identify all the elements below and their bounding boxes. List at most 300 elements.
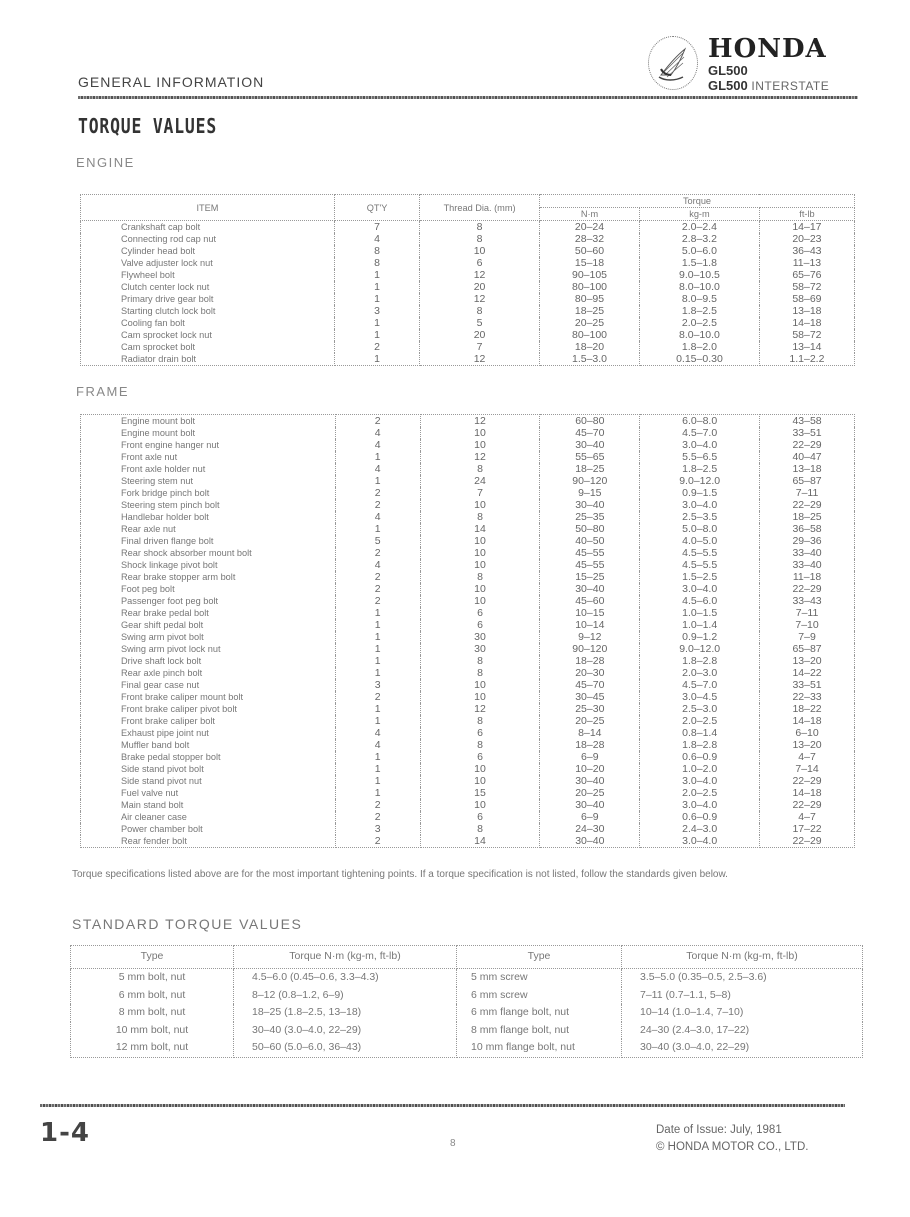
col-ftlb: ft-lb [759,208,854,221]
table-row [81,523,855,535]
cell-nm: 30–40 [540,835,640,848]
col-thread: Thread Dia. (mm) [420,195,540,221]
std-cell-type: 8 mm flange bolt, nut [457,1022,622,1040]
cell-nm: 30–40 [540,439,640,451]
cell-qty: 1 [335,523,420,535]
page-title: TORQUE VALUES [78,114,218,138]
cell-kgm: 1.8–2.0 [640,341,760,353]
cell-thread: 6 [420,607,540,619]
std-col-torque-left: Torque N·m (kg-m, ft-lb) [234,946,457,969]
cell-kgm: 3.0–4.0 [640,583,760,595]
table-row [81,221,855,234]
cell-qty: 2 [335,583,420,595]
cell-qty: 2 [335,499,420,511]
cell-ftlb: 18–25 [760,511,855,523]
cell-item: Rear fender bolt [81,835,336,848]
cell-thread: 24 [420,475,540,487]
cell-thread: 12 [420,703,540,715]
std-cell-type: 8 mm bolt, nut [71,1004,234,1022]
cell-nm: 80–100 [540,329,640,341]
model-code: GL500 [708,78,748,93]
cell-nm: 9–15 [540,487,640,499]
cell-nm: 45–60 [540,595,640,607]
cell-ftlb: 14–18 [760,787,855,799]
cell-qty: 1 [335,703,420,715]
cell-item: Front engine hanger nut [81,439,336,451]
cell-qty: 1 [335,751,420,763]
cell-nm: 8–14 [540,727,640,739]
cell-kgm: 4.5–7.0 [640,679,760,691]
table-row [81,281,855,293]
cell-kgm: 1.8–2.8 [640,655,760,667]
cell-thread: 10 [420,799,540,811]
cell-item: Steering stem nut [81,475,336,487]
cell-nm: 30–40 [540,799,640,811]
cell-ftlb: 11–18 [760,571,855,583]
cell-qty: 1 [334,317,419,329]
cell-ftlb: 65–76 [759,269,854,281]
cell-kgm: 3.0–4.0 [640,439,760,451]
cell-ftlb: 14–18 [760,715,855,727]
std-cell-type: 6 mm flange bolt, nut [457,1004,622,1022]
cell-qty: 7 [334,221,419,234]
table-row [71,1039,863,1057]
col-qty: QT'Y [334,195,419,221]
std-cell-type: 5 mm screw [457,969,622,987]
cell-ftlb: 14–22 [760,667,855,679]
cell-ftlb: 13–20 [760,739,855,751]
cell-qty: 1 [335,715,420,727]
cell-qty: 1 [335,655,420,667]
cell-ftlb: 7–9 [760,631,855,643]
cell-qty: 1 [334,269,419,281]
cell-nm: 15–18 [540,257,640,269]
cell-qty: 1 [335,763,420,775]
cell-thread: 14 [420,523,540,535]
cell-nm: 10–15 [540,607,640,619]
cell-ftlb: 58–69 [759,293,854,305]
cell-kgm: 8.0–10.0 [640,281,760,293]
cell-item: Valve adjuster lock nut [81,257,335,269]
cell-thread: 10 [420,547,540,559]
std-cell-torque: 10–14 (1.0–1.4, 7–10) [622,1004,863,1022]
cell-thread: 10 [420,427,540,439]
cell-ftlb: 65–87 [760,643,855,655]
std-cell-torque: 30–40 (3.0–4.0, 22–29) [622,1039,863,1057]
cell-item: Clutch center lock nut [81,281,335,293]
model-variant: INTERSTATE [751,79,830,93]
std-cell-type: 10 mm bolt, nut [71,1022,234,1040]
cell-item: Final driven flange bolt [81,535,336,547]
std-cell-torque: 7–11 (0.7–1.1, 5–8) [622,987,863,1005]
cell-ftlb: 22–29 [760,583,855,595]
cell-kgm: 2.5–3.5 [640,511,760,523]
cell-ftlb: 29–36 [760,535,855,547]
cell-kgm: 4.5–6.0 [640,595,760,607]
cell-thread: 12 [420,415,540,428]
cell-kgm: 1.8–2.5 [640,463,760,475]
honda-logo [648,36,863,96]
cell-thread: 14 [420,835,540,848]
table-row [81,353,855,366]
cell-item: Rear axle nut [81,523,336,535]
std-cell-type: 6 mm screw [457,987,622,1005]
cell-thread: 12 [420,293,540,305]
standard-torque-table [70,945,863,1058]
cell-nm: 30–40 [540,499,640,511]
cell-qty: 4 [335,511,420,523]
table-row [81,475,855,487]
cell-item: Radiator drain bolt [81,353,335,366]
cell-item: Fork bridge pinch bolt [81,487,336,499]
cell-ftlb: 43–58 [760,415,855,428]
cell-kgm: 4.5–7.0 [640,427,760,439]
cell-nm: 25–35 [540,511,640,523]
footer-divider [40,1104,845,1107]
cell-qty: 1 [334,353,419,366]
cell-thread: 10 [420,775,540,787]
cell-ftlb: 11–13 [759,257,854,269]
std-col-torque-right: Torque N·m (kg-m, ft-lb) [622,946,863,969]
cell-item: Steering stem pinch bolt [81,499,336,511]
cell-qty: 5 [335,535,420,547]
table-row [81,293,855,305]
cell-qty: 2 [335,799,420,811]
cell-qty: 2 [334,341,419,353]
cell-item: Engine mount bolt [81,415,336,428]
cell-ftlb: 13–18 [759,305,854,317]
cell-item: Shock linkage pivot bolt [81,559,336,571]
cell-item: Main stand bolt [81,799,336,811]
standard-torque-title: STANDARD TORQUE VALUES [72,916,303,932]
cell-kgm: 2.0–2.5 [640,715,760,727]
cell-item: Final gear case nut [81,679,336,691]
table-row [81,787,855,799]
cell-kgm: 2.0–2.5 [640,317,760,329]
cell-kgm: 8.0–9.5 [640,293,760,305]
cell-nm: 80–100 [540,281,640,293]
cell-qty: 1 [335,475,420,487]
std-cell-torque: 50–60 (5.0–6.0, 36–43) [234,1039,457,1057]
table-row [81,257,855,269]
table-row [81,269,855,281]
cell-kgm: 3.0–4.0 [640,499,760,511]
cell-qty: 2 [335,595,420,607]
col-kgm: kg-m [640,208,760,221]
std-cell-type: 10 mm flange bolt, nut [457,1039,622,1057]
cell-nm: 20–25 [540,787,640,799]
cell-item: Swing arm pivot bolt [81,631,336,643]
cell-item: Front brake caliper bolt [81,715,336,727]
cell-qty: 4 [334,233,419,245]
cell-nm: 1.5–3.0 [540,353,640,366]
table-row [71,1022,863,1040]
cell-item: Handlebar holder bolt [81,511,336,523]
cell-ftlb: 4–7 [760,811,855,823]
cell-qty: 4 [335,463,420,475]
table-row [81,691,855,703]
cell-thread: 10 [420,583,540,595]
col-torque: Torque [540,195,855,208]
std-cell-torque: 18–25 (1.8–2.5, 13–18) [234,1004,457,1022]
cell-kgm: 5.0–8.0 [640,523,760,535]
cell-item: Passenger foot peg bolt [81,595,336,607]
cell-nm: 20–30 [540,667,640,679]
table-row [81,667,855,679]
cell-qty: 1 [335,787,420,799]
cell-thread: 6 [420,751,540,763]
cell-kgm: 9.0–10.5 [640,269,760,281]
logo-emblem [648,36,698,90]
cell-ftlb: 1.1–2.2 [759,353,854,366]
cell-kgm: 2.0–3.0 [640,667,760,679]
table-row [81,245,855,257]
cell-ftlb: 13–20 [760,655,855,667]
cell-qty: 1 [335,643,420,655]
cell-item: Brake pedal stopper bolt [81,751,336,763]
engine-torque-table [80,194,855,366]
cell-nm: 90–105 [540,269,640,281]
cell-kgm: 2.4–3.0 [640,823,760,835]
cell-item: Front axle nut [81,451,336,463]
cell-qty: 1 [335,619,420,631]
table-row [81,427,855,439]
cell-kgm: 0.9–1.2 [640,631,760,643]
table-row [81,451,855,463]
cell-thread: 10 [420,679,540,691]
cell-thread: 10 [420,439,540,451]
cell-ftlb: 22–33 [760,691,855,703]
table-row [81,679,855,691]
cell-ftlb: 17–22 [760,823,855,835]
cell-thread: 12 [420,353,540,366]
cell-qty: 3 [335,823,420,835]
cell-item: Cylinder head bolt [81,245,335,257]
cell-item: Exhaust pipe joint nut [81,727,336,739]
cell-nm: 18–28 [540,655,640,667]
cell-ftlb: 4–7 [760,751,855,763]
cell-qty: 2 [335,835,420,848]
table-row [81,643,855,655]
cell-qty: 3 [334,305,419,317]
cell-thread: 8 [420,221,540,234]
table-row [81,233,855,245]
cell-item: Foot peg bolt [81,583,336,595]
table-row [81,415,855,428]
cell-ftlb: 33–40 [760,547,855,559]
cell-qty: 1 [334,281,419,293]
cell-ftlb: 36–43 [759,245,854,257]
cell-nm: 18–25 [540,305,640,317]
cell-nm: 30–40 [540,583,640,595]
cell-kgm: 3.0–4.0 [640,775,760,787]
table-row [81,811,855,823]
cell-qty: 2 [335,691,420,703]
cell-thread: 10 [420,595,540,607]
cell-nm: 10–14 [540,619,640,631]
cell-ftlb: 22–29 [760,799,855,811]
table-row [81,487,855,499]
cell-kgm: 1.8–2.8 [640,739,760,751]
cell-kgm: 2.0–2.5 [640,787,760,799]
cell-kgm: 1.0–1.4 [640,619,760,631]
table-row [81,703,855,715]
cell-thread: 8 [420,715,540,727]
cell-ftlb: 22–29 [760,835,855,848]
cell-qty: 4 [335,559,420,571]
cell-item: Side stand pivot bolt [81,763,336,775]
cell-kgm: 5.0–6.0 [640,245,760,257]
cell-thread: 12 [420,451,540,463]
cell-nm: 24–30 [540,823,640,835]
table-row [81,329,855,341]
cell-ftlb: 58–72 [759,329,854,341]
frame-section-title: FRAME [76,384,129,399]
engine-table-body [81,221,855,366]
cell-qty: 8 [334,245,419,257]
cell-nm: 50–80 [540,523,640,535]
cell-kgm: 0.6–0.9 [640,751,760,763]
table-row [81,631,855,643]
cell-item: Rear brake stopper arm bolt [81,571,336,583]
cell-kgm: 1.0–1.5 [640,607,760,619]
cell-nm: 90–120 [540,643,640,655]
table-row [81,511,855,523]
cell-item: Cooling fan bolt [81,317,335,329]
std-cell-torque: 8–12 (0.8–1.2, 6–9) [234,987,457,1005]
cell-nm: 6–9 [540,751,640,763]
cell-item: Primary drive gear bolt [81,293,335,305]
cell-kgm: 9.0–12.0 [640,475,760,487]
cell-thread: 10 [420,763,540,775]
cell-thread: 10 [420,245,540,257]
cell-nm: 6–9 [540,811,640,823]
cell-ftlb: 40–47 [760,451,855,463]
page-number: 1-4 [40,1118,90,1148]
model-name-interstate [708,79,829,93]
cell-kgm: 1.8–2.5 [640,305,760,317]
cell-kgm: 8.0–10.0 [640,329,760,341]
cell-thread: 12 [420,269,540,281]
cell-qty: 4 [335,427,420,439]
cell-thread: 8 [420,511,540,523]
cell-item: Crankshaft cap bolt [81,221,335,234]
std-cell-type: 5 mm bolt, nut [71,969,234,987]
cell-thread: 8 [420,233,540,245]
cell-thread: 8 [420,667,540,679]
cell-kgm: 0.6–0.9 [640,811,760,823]
cell-kgm: 3.0–4.0 [640,835,760,848]
cell-nm: 55–65 [540,451,640,463]
cell-kgm: 1.5–2.5 [640,571,760,583]
cell-qty: 4 [335,439,420,451]
cell-qty: 1 [334,293,419,305]
table-row [81,823,855,835]
table-row [81,583,855,595]
cell-nm: 30–40 [540,775,640,787]
table-row [81,317,855,329]
cell-nm: 9–12 [540,631,640,643]
table-row [81,715,855,727]
cell-ftlb: 65–87 [760,475,855,487]
cell-qty: 3 [335,679,420,691]
table-row [81,763,855,775]
cell-kgm: 5.5–6.5 [640,451,760,463]
cell-qty: 4 [335,727,420,739]
issue-info [656,1122,808,1156]
brand-name: HONDA [708,34,827,64]
cell-ftlb: 13–18 [760,463,855,475]
cell-ftlb: 7–11 [760,487,855,499]
table-row [81,305,855,317]
cell-kgm: 2.5–3.0 [640,703,760,715]
cell-qty: 1 [335,775,420,787]
cell-thread: 8 [420,823,540,835]
col-nm: N·m [540,208,640,221]
cell-thread: 7 [420,487,540,499]
cell-ftlb: 33–51 [760,427,855,439]
col-item: ITEM [81,195,335,221]
table-row [81,439,855,451]
header-divider [78,96,858,99]
cell-ftlb: 33–51 [760,679,855,691]
cell-item: Rear axle pinch bolt [81,667,336,679]
cell-thread: 30 [420,631,540,643]
cell-ftlb: 33–40 [760,559,855,571]
cell-ftlb: 20–23 [759,233,854,245]
cell-ftlb: 6–10 [760,727,855,739]
cell-item: Drive shaft lock bolt [81,655,336,667]
cell-qty: 8 [334,257,419,269]
cell-nm: 18–28 [540,739,640,751]
cell-thread: 10 [420,535,540,547]
issue-date: Date of Issue: July, 1981 [656,1124,782,1136]
cell-item: Power chamber bolt [81,823,336,835]
honda-wing-icon [657,45,691,83]
cell-thread: 6 [420,619,540,631]
table-row [81,751,855,763]
cell-qty: 1 [335,451,420,463]
page-mark: 8 [450,1138,456,1149]
cell-kgm: 2.0–2.4 [640,221,760,234]
cell-item: Engine mount bolt [81,427,336,439]
cell-qty: 2 [335,811,420,823]
cell-qty: 1 [335,667,420,679]
cell-item: Connecting rod cap nut [81,233,335,245]
cell-item: Front brake caliper mount bolt [81,691,336,703]
table-row [81,775,855,787]
cell-kgm: 4.5–5.5 [640,547,760,559]
std-col-type-left: Type [71,946,234,969]
table-row [81,535,855,547]
cell-ftlb: 22–29 [760,499,855,511]
cell-kgm: 4.0–5.0 [640,535,760,547]
cell-ftlb: 58–72 [759,281,854,293]
cell-item: Cam sprocket bolt [81,341,335,353]
copyright: © HONDA MOTOR CO., LTD. [656,1141,809,1153]
cell-thread: 6 [420,727,540,739]
cell-nm: 28–32 [540,233,640,245]
cell-item: Gear shift pedal bolt [81,619,336,631]
table-row [81,595,855,607]
cell-nm: 60–80 [540,415,640,428]
table-row [81,619,855,631]
cell-ftlb: 18–22 [760,703,855,715]
cell-kgm: 9.0–12.0 [640,643,760,655]
std-cell-torque: 3.5–5.0 (0.35–0.5, 2.5–3.6) [622,969,863,987]
table-row [71,1004,863,1022]
cell-thread: 6 [420,811,540,823]
